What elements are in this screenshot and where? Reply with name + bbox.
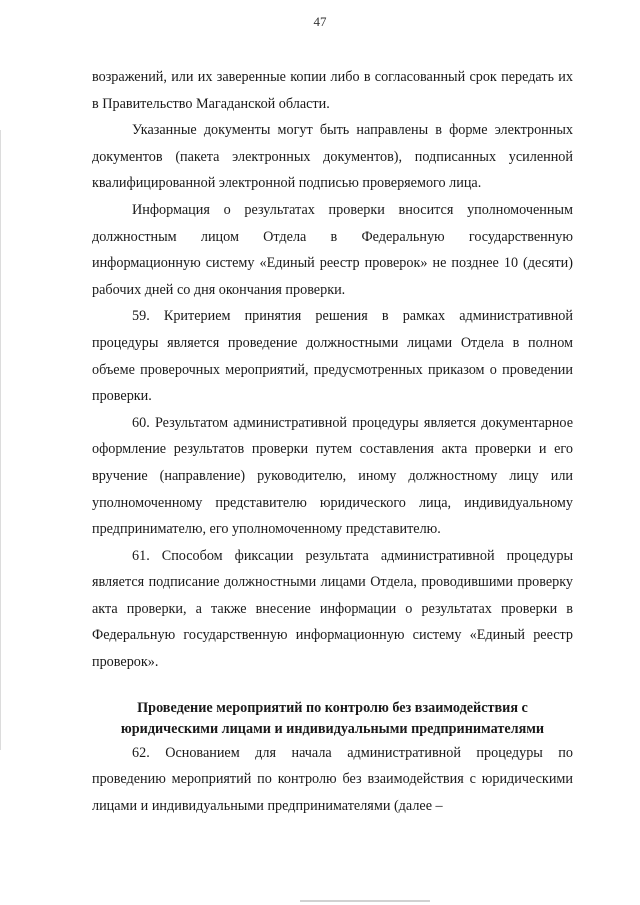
paragraph-electronic-documents: Указанные документы могут быть направлены в форме электронных документов (пакета электронных документов), подписанных усиленной квалифицированной электронной подписью проверяемого лица. xyxy=(92,122,573,192)
paragraph-inspection-info: Информация о результатах проверки вносится уполномоченным должностным лицом Отдела в Федеральную государственную информационную систему «Единый реестр проверок» не позднее 10 (десяти) рабочих дней со дня окончания проверки. xyxy=(92,201,573,298)
paragraph-61: 61. Способом фиксации результата административной процедуры является подписание должностными лицами Отдела, проводившими проверку акта проверки, а также внесение информации о результатах проверки в Федеральную государственную информационную систему «Единый реестр проверок». xyxy=(92,547,573,671)
paragraph-60: 60. Результатом административной процедуры является документарное оформление результатов проверки путем составления акта проверки и его вручение (направление) руководителю, иному должностному лицу или уполномоченному представителю юридического лица, индивидуальному предпринимателю, его уполномоченному представителю. xyxy=(92,414,573,538)
section-heading xyxy=(92,698,573,740)
paragraph-continuation: возражений, или их заверенные копии либо в согласованный срок передать их в Правительство Магаданской области. xyxy=(92,69,573,112)
scan-artifact-left-edge xyxy=(0,130,1,750)
paragraph-59: 59. Критерием принятия решения в рамках административной процедуры является проведение должностными лицами Отдела в полном объеме проверочных мероприятий, предусмотренных приказом о проведении проверки. xyxy=(92,308,573,405)
document-body xyxy=(92,64,573,819)
section-heading-line-1: Проведение мероприятий по контролю без взаимодействия с xyxy=(137,699,528,716)
page-number: 47 xyxy=(313,14,327,29)
paragraph-62: 62. Основанием для начала административной процедуры по проведению мероприятий по контролю без взаимодействия с юридическими лицами и индивидуальными предпринимателями (далее – xyxy=(92,744,573,814)
scan-artifact-bottom xyxy=(300,900,430,902)
section-heading-line-2: юридическими лицами и индивидуальными предпринимателями xyxy=(120,720,545,737)
